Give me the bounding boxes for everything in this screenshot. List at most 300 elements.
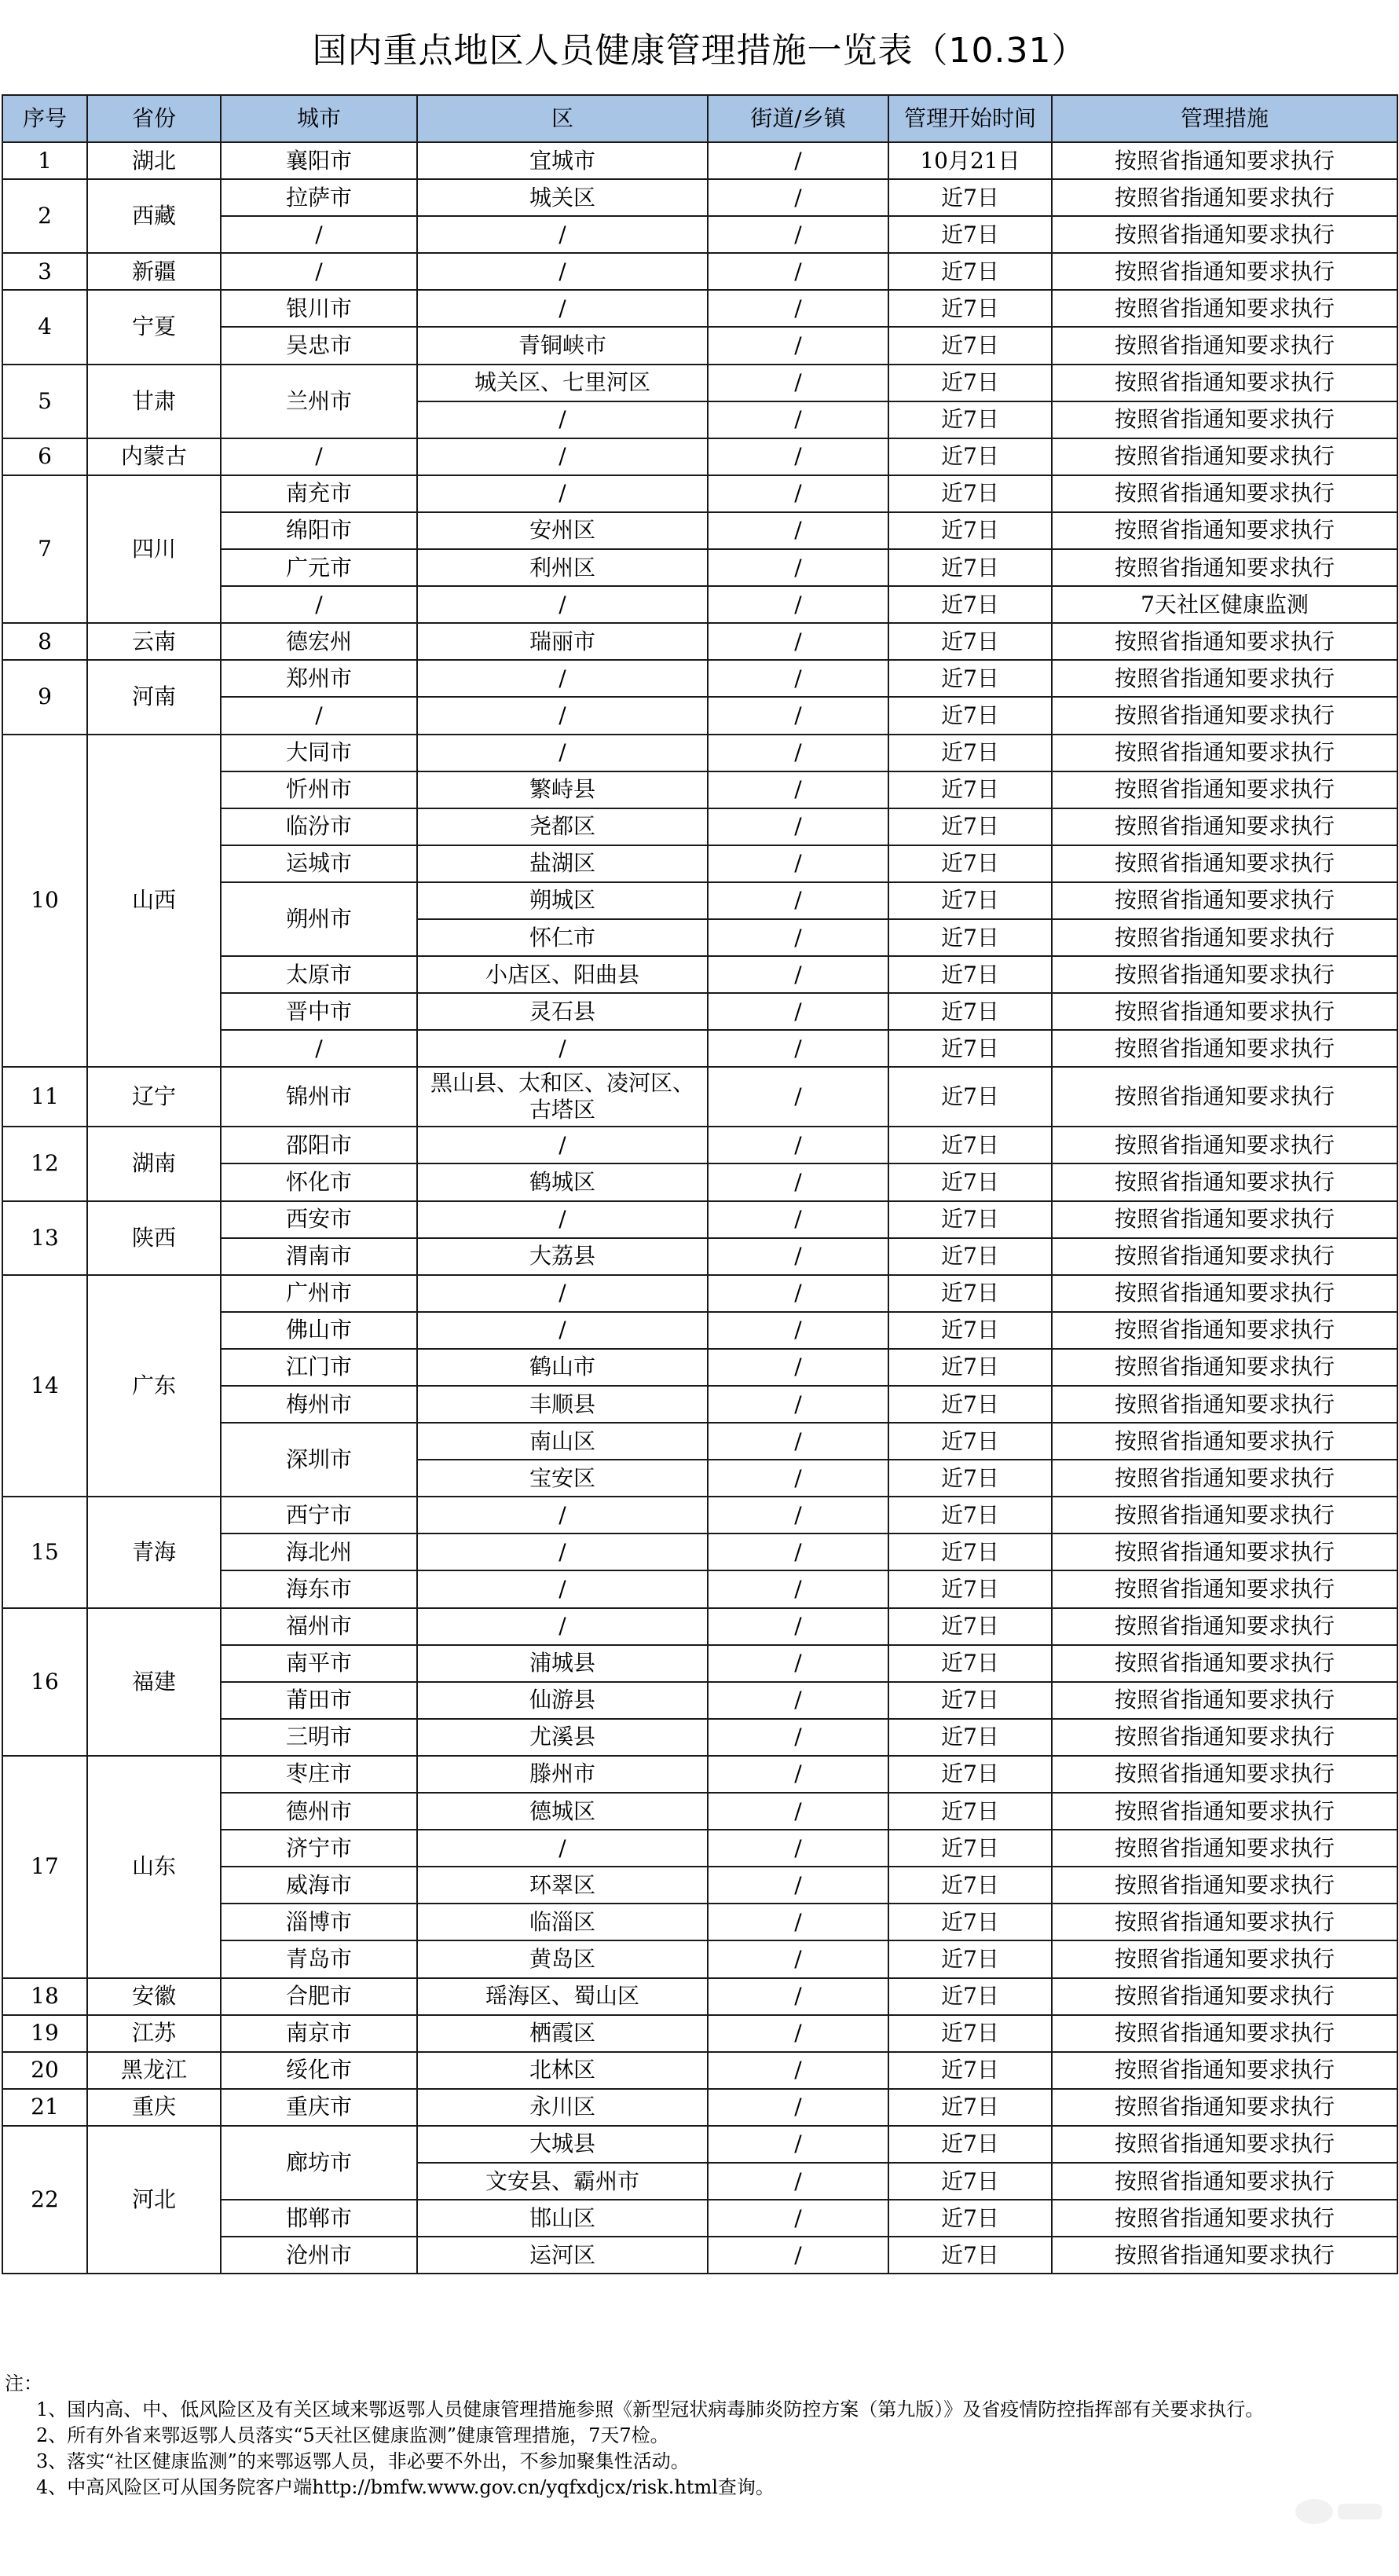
measure-cell: 按照省指通知要求执行 (1052, 1201, 1397, 1238)
measure-cell: 按照省指通知要求执行 (1052, 2200, 1397, 2237)
street-cell: / (708, 956, 888, 993)
start-time-cell: 近7日 (888, 2163, 1052, 2200)
start-time-cell: 近7日 (888, 2126, 1052, 2163)
street-cell: / (708, 1682, 888, 1719)
start-time-cell: 近7日 (888, 253, 1052, 290)
measure-cell: 按照省指通知要求执行 (1052, 2089, 1397, 2126)
measure-cell: 按照省指通知要求执行 (1052, 1312, 1397, 1349)
measure-cell: 按照省指通知要求执行 (1052, 697, 1397, 734)
measure-cell: 按照省指通知要求执行 (1052, 401, 1397, 438)
city-cell: 西宁市 (221, 1497, 417, 1534)
street-cell: / (708, 1904, 888, 1940)
table-row (2, 1201, 1397, 1238)
measure-cell: 按照省指通知要求执行 (1052, 735, 1397, 771)
index-cell: 18 (2, 1978, 87, 2015)
start-time-cell: 近7日 (888, 808, 1052, 845)
district-cell: / (417, 1608, 708, 1645)
start-time-cell: 近7日 (888, 1275, 1052, 1312)
table-row (2, 290, 1397, 327)
district-cell: / (417, 1201, 708, 1238)
watermark-icon (1291, 2496, 1385, 2527)
header-province: 省份 (87, 95, 221, 142)
street-cell: / (708, 1163, 888, 1200)
street-cell: / (708, 882, 888, 919)
street-cell: / (708, 845, 888, 882)
start-time-cell: 近7日 (888, 1719, 1052, 1756)
measure-cell: 按照省指通知要求执行 (1052, 845, 1397, 882)
measure-cell: 按照省指通知要求执行 (1052, 1645, 1397, 1682)
measure-cell: 按照省指通知要求执行 (1052, 1719, 1397, 1756)
street-cell: / (708, 1460, 888, 1497)
start-time-cell: 近7日 (888, 1940, 1052, 1977)
measure-cell: 按照省指通知要求执行 (1052, 1534, 1397, 1570)
city-cell: 枣庄市 (221, 1756, 417, 1793)
city-cell: 淄博市 (221, 1904, 417, 1940)
city-cell: 福州市 (221, 1608, 417, 1645)
district-cell: 北林区 (417, 2052, 708, 2089)
measure-cell: 按照省指通知要求执行 (1052, 1127, 1397, 1163)
table-row (2, 253, 1397, 290)
start-time-cell: 近7日 (888, 1867, 1052, 1904)
district-cell: 黄岛区 (417, 1940, 708, 1977)
street-cell: / (708, 512, 888, 549)
table-row (2, 1067, 1397, 1127)
street-cell: / (708, 1386, 888, 1423)
start-time-cell: 近7日 (888, 1163, 1052, 1200)
district-cell: 瑶海区、蜀山区 (417, 1978, 708, 2015)
start-time-cell: 近7日 (888, 2015, 1052, 2052)
city-cell: / (221, 216, 417, 253)
city-cell: 梅州市 (221, 1386, 417, 1423)
district-cell: 栖霞区 (417, 2015, 708, 2052)
city-cell: 朔州市 (221, 882, 417, 956)
start-time-cell: 10月21日 (888, 142, 1052, 179)
district-cell: 小店区、阳曲县 (417, 956, 708, 993)
city-cell: 大同市 (221, 735, 417, 771)
street-cell: / (708, 2237, 888, 2274)
index-cell: 22 (2, 2126, 87, 2274)
table-row (2, 1497, 1397, 1534)
measure-cell: 按照省指通知要求执行 (1052, 1756, 1397, 1793)
district-cell: / (417, 1127, 708, 1163)
start-time-cell: 近7日 (888, 1238, 1052, 1275)
province-cell: 云南 (87, 623, 221, 660)
province-cell: 甘肃 (87, 365, 221, 438)
city-cell: 绥化市 (221, 2052, 417, 2089)
district-cell: / (417, 401, 708, 438)
start-time-cell: 近7日 (888, 179, 1052, 216)
city-cell: 济宁市 (221, 1830, 417, 1867)
index-cell: 10 (2, 735, 87, 1068)
index-cell: 17 (2, 1756, 87, 1978)
measure-cell: 按照省指通知要求执行 (1052, 1497, 1397, 1534)
street-cell: / (708, 365, 888, 401)
district-cell: 临淄区 (417, 1904, 708, 1940)
province-cell: 山西 (87, 735, 221, 1068)
measure-cell: 按照省指通知要求执行 (1052, 2126, 1397, 2163)
start-time-cell: 近7日 (888, 1830, 1052, 1867)
header-district: 区 (417, 95, 708, 142)
city-cell: 重庆市 (221, 2089, 417, 2126)
street-cell: / (708, 2163, 888, 2200)
province-cell: 湖北 (87, 142, 221, 179)
city-cell: / (221, 438, 417, 475)
street-cell: / (708, 2089, 888, 2126)
street-cell: / (708, 1756, 888, 1793)
district-cell: 大荔县 (417, 1238, 708, 1275)
measure-cell: 按照省指通知要求执行 (1052, 1830, 1397, 1867)
district-cell: 宜城市 (417, 142, 708, 179)
table-row (2, 1127, 1397, 1163)
table-row (2, 438, 1397, 475)
start-time-cell: 近7日 (888, 365, 1052, 401)
province-cell: 湖南 (87, 1127, 221, 1200)
district-cell: 盐湖区 (417, 845, 708, 882)
city-cell: 深圳市 (221, 1423, 417, 1497)
city-cell: / (221, 697, 417, 734)
city-cell: 江门市 (221, 1349, 417, 1386)
district-cell: 滕州市 (417, 1756, 708, 1793)
measure-cell: 按照省指通知要求执行 (1052, 1793, 1397, 1830)
index-cell: 21 (2, 2089, 87, 2126)
city-cell: 威海市 (221, 1867, 417, 1904)
start-time-cell: 近7日 (888, 845, 1052, 882)
street-cell: / (708, 1349, 888, 1386)
street-cell: / (708, 1608, 888, 1645)
street-cell: / (708, 216, 888, 253)
start-time-cell: 近7日 (888, 993, 1052, 1030)
district-cell: 宝安区 (417, 1460, 708, 1497)
street-cell: / (708, 1534, 888, 1570)
district-cell: 怀仁市 (417, 919, 708, 956)
start-time-cell: 近7日 (888, 1904, 1052, 1940)
province-cell: 广东 (87, 1275, 221, 1497)
street-cell: / (708, 808, 888, 845)
city-cell: 德州市 (221, 1793, 417, 1830)
index-cell: 3 (2, 253, 87, 290)
province-cell: 陕西 (87, 1201, 221, 1275)
district-cell: 邯山区 (417, 2200, 708, 2237)
city-cell: 广元市 (221, 549, 417, 586)
city-cell: 太原市 (221, 956, 417, 993)
district-cell: / (417, 735, 708, 771)
measure-cell: 按照省指通知要求执行 (1052, 993, 1397, 1030)
table-row (2, 475, 1397, 512)
city-cell: 南充市 (221, 475, 417, 512)
table-row (2, 365, 1397, 401)
measure-cell: 按照省指通知要求执行 (1052, 327, 1397, 364)
city-cell: / (221, 1030, 417, 1067)
district-cell: 鹤山市 (417, 1349, 708, 1386)
city-cell: 合肥市 (221, 1978, 417, 2015)
start-time-cell: 近7日 (888, 512, 1052, 549)
measure-cell: 按照省指通知要求执行 (1052, 1067, 1397, 1127)
city-cell: 拉萨市 (221, 179, 417, 216)
street-cell: / (708, 1238, 888, 1275)
district-cell: / (417, 586, 708, 623)
index-cell: 16 (2, 1608, 87, 1756)
district-cell: / (417, 216, 708, 253)
street-cell: / (708, 179, 888, 216)
street-cell: / (708, 438, 888, 475)
start-time-cell: 近7日 (888, 1682, 1052, 1719)
table-row (2, 142, 1397, 179)
province-cell: 江苏 (87, 2015, 221, 2052)
street-cell: / (708, 2200, 888, 2237)
street-cell: / (708, 1940, 888, 1977)
city-cell: 锦州市 (221, 1067, 417, 1127)
measure-cell: 按照省指通知要求执行 (1052, 179, 1397, 216)
table-row (2, 623, 1397, 660)
city-cell: 忻州市 (221, 771, 417, 808)
measure-cell: 按照省指通知要求执行 (1052, 919, 1397, 956)
measure-cell: 按照省指通知要求执行 (1052, 1570, 1397, 1607)
measure-cell: 按照省指通知要求执行 (1052, 882, 1397, 919)
city-cell: / (221, 253, 417, 290)
province-cell: 西藏 (87, 179, 221, 253)
start-time-cell: 近7日 (888, 549, 1052, 586)
city-cell: / (221, 586, 417, 623)
street-cell: / (708, 475, 888, 512)
district-cell: / (417, 438, 708, 475)
province-cell: 四川 (87, 475, 221, 623)
measure-cell: 按照省指通知要求执行 (1052, 2052, 1397, 2089)
table-row (2, 2126, 1397, 2163)
district-cell: 丰顺县 (417, 1386, 708, 1423)
measure-cell: 按照省指通知要求执行 (1052, 623, 1397, 660)
table-row (2, 179, 1397, 216)
district-cell: 尧都区 (417, 808, 708, 845)
district-cell: 文安县、霸州市 (417, 2163, 708, 2200)
header-city: 城市 (221, 95, 417, 142)
table-row (2, 1756, 1397, 1793)
city-cell: 青岛市 (221, 1940, 417, 1977)
street-cell: / (708, 549, 888, 586)
start-time-cell: 近7日 (888, 1423, 1052, 1460)
street-cell: / (708, 1978, 888, 2015)
city-cell: 海北州 (221, 1534, 417, 1570)
start-time-cell: 近7日 (888, 1460, 1052, 1497)
street-cell: / (708, 290, 888, 327)
measure-cell: 按照省指通知要求执行 (1052, 956, 1397, 993)
district-cell: / (417, 1312, 708, 1349)
start-time-cell: 近7日 (888, 1570, 1052, 1607)
start-time-cell: 近7日 (888, 2237, 1052, 2274)
city-cell: 广州市 (221, 1275, 417, 1312)
measure-cell: 按照省指通知要求执行 (1052, 1386, 1397, 1423)
measure-cell: 按照省指通知要求执行 (1052, 1867, 1397, 1904)
table-body (2, 142, 1397, 2274)
city-cell: 邯郸市 (221, 2200, 417, 2237)
start-time-cell: 近7日 (888, 1608, 1052, 1645)
measure-cell: 按照省指通知要求执行 (1052, 1030, 1397, 1067)
table-row (2, 1608, 1397, 1645)
table-header-row (2, 95, 1397, 142)
start-time-cell: 近7日 (888, 290, 1052, 327)
table-row (2, 660, 1397, 697)
measure-cell: 按照省指通知要求执行 (1052, 2163, 1397, 2200)
index-cell: 20 (2, 2052, 87, 2089)
measure-cell: 按照省指通知要求执行 (1052, 1682, 1397, 1719)
street-cell: / (708, 623, 888, 660)
start-time-cell: 近7日 (888, 956, 1052, 993)
index-cell: 13 (2, 1201, 87, 1275)
start-time-cell: 近7日 (888, 1201, 1052, 1238)
start-time-cell: 近7日 (888, 216, 1052, 253)
measure-cell: 7天社区健康监测 (1052, 586, 1397, 623)
district-cell: 瑞丽市 (417, 623, 708, 660)
notes-section (5, 2371, 1394, 2501)
district-cell: / (417, 1570, 708, 1607)
start-time-cell: 近7日 (888, 2052, 1052, 2089)
city-cell: 渭南市 (221, 1238, 417, 1275)
district-cell: 鹤城区 (417, 1163, 708, 1200)
header-measure: 管理措施 (1052, 95, 1397, 142)
district-cell: 安州区 (417, 512, 708, 549)
province-cell: 重庆 (87, 2089, 221, 2126)
index-cell: 6 (2, 438, 87, 475)
province-cell: 安徽 (87, 1978, 221, 2015)
street-cell: / (708, 253, 888, 290)
index-cell: 19 (2, 2015, 87, 2052)
measure-cell: 按照省指通知要求执行 (1052, 771, 1397, 808)
district-cell: 城关区、七里河区 (417, 365, 708, 401)
street-cell: / (708, 327, 888, 364)
index-cell: 7 (2, 475, 87, 623)
start-time-cell: 近7日 (888, 771, 1052, 808)
city-cell: 莆田市 (221, 1682, 417, 1719)
street-cell: / (708, 735, 888, 771)
street-cell: / (708, 1497, 888, 1534)
district-cell: / (417, 253, 708, 290)
table-row (2, 2052, 1397, 2089)
measure-cell: 按照省指通知要求执行 (1052, 1978, 1397, 2015)
district-cell: / (417, 290, 708, 327)
header-index: 序号 (2, 95, 87, 142)
district-cell: 尤溪县 (417, 1719, 708, 1756)
table-row (2, 1275, 1397, 1312)
start-time-cell: 近7日 (888, 623, 1052, 660)
street-cell: / (708, 2015, 888, 2052)
index-cell: 1 (2, 142, 87, 179)
city-cell: 三明市 (221, 1719, 417, 1756)
street-cell: / (708, 2052, 888, 2089)
district-cell: 浦城县 (417, 1645, 708, 1682)
district-cell: / (417, 475, 708, 512)
district-cell: 利州区 (417, 549, 708, 586)
start-time-cell: 近7日 (888, 697, 1052, 734)
index-cell: 11 (2, 1067, 87, 1127)
district-cell: 黑山县、太和区、凌河区、古塔区 (417, 1067, 708, 1127)
street-cell: / (708, 1793, 888, 1830)
street-cell: / (708, 697, 888, 734)
start-time-cell: 近7日 (888, 1386, 1052, 1423)
start-time-cell: 近7日 (888, 1349, 1052, 1386)
district-cell: / (417, 1830, 708, 1867)
district-cell: 运河区 (417, 2237, 708, 2274)
measure-cell: 按照省指通知要求执行 (1052, 1940, 1397, 1977)
street-cell: / (708, 142, 888, 179)
district-cell: / (417, 1497, 708, 1534)
street-cell: / (708, 919, 888, 956)
measure-cell: 按照省指通知要求执行 (1052, 2237, 1397, 2274)
start-time-cell: 近7日 (888, 882, 1052, 919)
table-row (2, 735, 1397, 771)
start-time-cell: 近7日 (888, 1497, 1052, 1534)
start-time-cell: 近7日 (888, 475, 1052, 512)
start-time-cell: 近7日 (888, 1534, 1052, 1570)
street-cell: / (708, 771, 888, 808)
street-cell: / (708, 1719, 888, 1756)
measure-cell: 按照省指通知要求执行 (1052, 1163, 1397, 1200)
district-cell: / (417, 1275, 708, 1312)
city-cell: 沧州市 (221, 2237, 417, 2274)
district-cell: 青铜峡市 (417, 327, 708, 364)
start-time-cell: 近7日 (888, 1978, 1052, 2015)
index-cell: 4 (2, 290, 87, 364)
measure-cell: 按照省指通知要求执行 (1052, 2015, 1397, 2052)
street-cell: / (708, 993, 888, 1030)
district-cell: 灵石县 (417, 993, 708, 1030)
start-time-cell: 近7日 (888, 1312, 1052, 1349)
measure-cell: 按照省指通知要求执行 (1052, 365, 1397, 401)
province-cell: 河南 (87, 660, 221, 734)
street-cell: / (708, 586, 888, 623)
header-start-time: 管理开始时间 (888, 95, 1052, 142)
street-cell: / (708, 1570, 888, 1607)
city-cell: 吴忠市 (221, 327, 417, 364)
table-row (2, 2015, 1397, 2052)
measure-cell: 按照省指通知要求执行 (1052, 216, 1397, 253)
start-time-cell: 近7日 (888, 919, 1052, 956)
street-cell: / (708, 1867, 888, 1904)
index-cell: 8 (2, 623, 87, 660)
start-time-cell: 近7日 (888, 735, 1052, 771)
notes-label: 注： (5, 2373, 42, 2395)
measure-cell: 按照省指通知要求执行 (1052, 808, 1397, 845)
district-cell: / (417, 697, 708, 734)
district-cell: 大城县 (417, 2126, 708, 2163)
city-cell: 运城市 (221, 845, 417, 882)
index-cell: 14 (2, 1275, 87, 1497)
note-item: 3、落实“社区健康监测”的来鄂返鄂人员，非必要不外出，不参加聚集性活动。 (36, 2450, 690, 2472)
note-item: 2、所有外省来鄂返鄂人员落实“5天社区健康监测”健康管理措施，7天7检。 (36, 2424, 669, 2446)
province-cell: 山东 (87, 1756, 221, 1978)
district-cell: 繁峙县 (417, 771, 708, 808)
table-row (2, 2089, 1397, 2126)
measure-cell: 按照省指通知要求执行 (1052, 1460, 1397, 1497)
province-cell: 福建 (87, 1608, 221, 1756)
district-cell: / (417, 1534, 708, 1570)
start-time-cell: 近7日 (888, 2200, 1052, 2237)
city-cell: 郑州市 (221, 660, 417, 697)
city-cell: 兰州市 (221, 365, 417, 438)
district-cell: 仙游县 (417, 1682, 708, 1719)
city-cell: 海东市 (221, 1570, 417, 1607)
street-cell: / (708, 1275, 888, 1312)
note-item: 4、中高风险区可从国务院客户端http://bmfw.www.gov.cn/yqfxdjcx/risk.html查询。 (36, 2476, 775, 2498)
street-cell: / (708, 1645, 888, 1682)
note-item: 1、国内高、中、低风险区及有关区域来鄂返鄂人员健康管理措施参照《新型冠状病毒肺炎防控方案（第九版）》及省疫情防控指挥部有关要求执行。 (36, 2398, 1265, 2420)
measure-cell: 按照省指通知要求执行 (1052, 660, 1397, 697)
district-cell: 南山区 (417, 1423, 708, 1460)
district-cell: / (417, 660, 708, 697)
measure-cell: 按照省指通知要求执行 (1052, 512, 1397, 549)
measure-cell: 按照省指通知要求执行 (1052, 549, 1397, 586)
measure-cell: 按照省指通知要求执行 (1052, 1423, 1397, 1460)
start-time-cell: 近7日 (888, 1793, 1052, 1830)
start-time-cell: 近7日 (888, 1645, 1052, 1682)
